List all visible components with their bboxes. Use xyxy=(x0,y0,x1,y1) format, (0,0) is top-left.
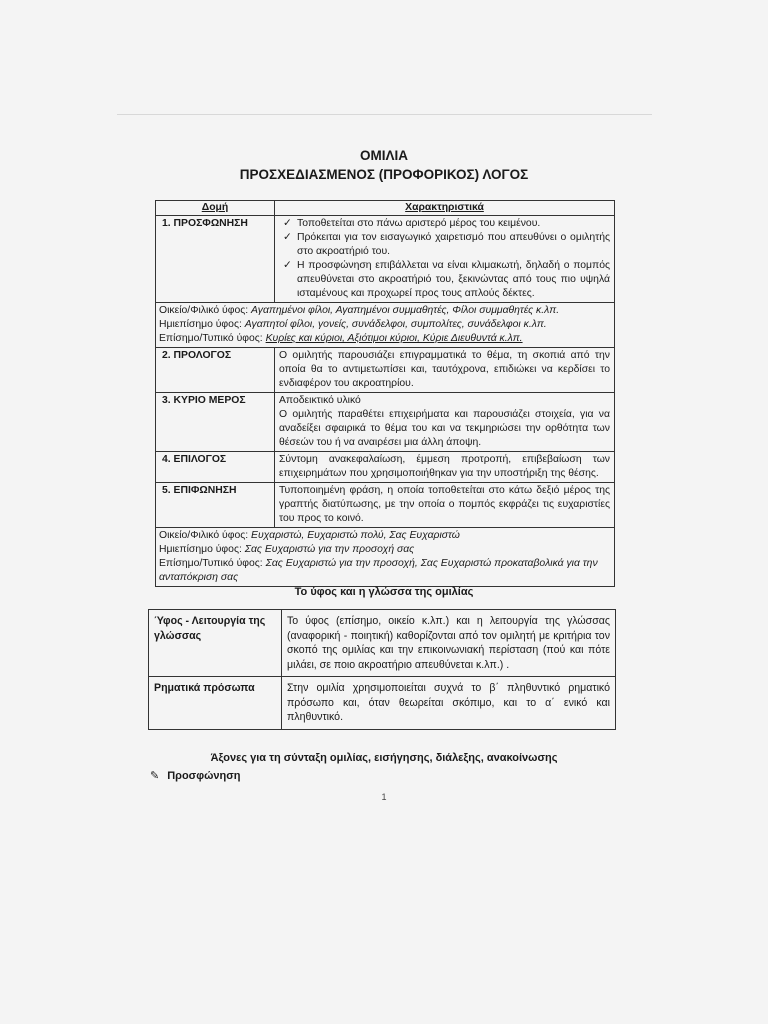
label-prosfonisi: 1. ΠΡΟΣΦΩΝΗΣΗ xyxy=(156,216,275,303)
style-language-table xyxy=(148,609,616,730)
section-title-axes: Άξονες για τη σύνταξη ομιλίας, εισήγησης, διάλεξης, ανακοίνωσης xyxy=(210,752,558,764)
bullet-label: Προσφώνηση xyxy=(167,770,241,782)
header-characteristics: Χαρακτηριστικά xyxy=(275,201,615,216)
row-text: Το ύφος (επίσημο, οικείο κ.λπ.) και η λειτουργία της γλώσσας (αναφορική - ποιητική) καθορίζονται από τον ομιλητή με κριτήρια τον σκοπό της ομιλίας και την επικοινωνιακή περίσταση (πού και πότε μιλάει, σε ποιο ακροατήριο απευθύνεται κ.λπ.) . xyxy=(282,610,616,677)
cell-epifonisi-styles xyxy=(156,528,615,587)
label-epifonisi: 5. ΕΠΙΦΩΝΗΣΗ xyxy=(156,483,275,528)
style-line: Οικείο/Φιλικό ύφος: Ευχαριστώ, Ευχαριστώ πολύ, Σας Ευχαριστώ xyxy=(159,530,460,541)
row-label: Ρηματικά πρόσωπα xyxy=(149,677,282,730)
document-subtitle: ΠΡΟΣΧΕΔΙΑΣΜΕΝΟΣ (ΠΡΟΦΟΡΙΚΟΣ) ΛΟΓΟΣ xyxy=(239,167,529,182)
style-line: Ημιεπίσημο ύφος: Σας Ευχαριστώ για την προσοχή σας xyxy=(159,544,415,555)
row-prosfonisi xyxy=(156,216,615,303)
cell-prosfonisi-styles xyxy=(156,303,615,348)
style-line: Οικείο/Φιλικό ύφος: Αγαπημένοι φίλοι, Αγαπημένοι συμμαθητές, Φίλοι συμμαθητές κ.λπ. xyxy=(159,305,560,316)
header-rule xyxy=(117,114,652,115)
label-epilogos: 4. ΕΠΙΛΟΓΟΣ xyxy=(156,452,275,483)
page-number: 1 xyxy=(381,792,387,802)
check-icon: ✓ xyxy=(283,260,292,271)
row-epilogos xyxy=(156,452,615,483)
cell-kyrio-meros: Αποδεικτικό υλικό Ο ομιλητής παραθέτει επιχειρήματα και παρουσιάζει στοιχεία, για να αναδείξει σφαιρικά το θέμα του και να τεκμηριώσει την ορθότητα των θέσεών του ή να αναιρέσει μια άλλη άποψη. xyxy=(275,393,615,452)
row-prosfonisi-styles xyxy=(156,303,615,348)
table-row xyxy=(149,677,616,730)
style-line: Επίσημο/Τυπικό ύφος: Κυρίες και κύριοι, Αξιότιμοι κύριοι, Κύριε Διευθυντά κ.λπ. xyxy=(159,333,523,344)
row-epifonisi xyxy=(156,483,615,528)
table-header-row xyxy=(156,201,615,216)
section-title-style: Το ύφος και η γλώσσα της ομιλίας xyxy=(294,586,474,598)
header-structure: Δομή xyxy=(156,201,275,216)
row-kyrio-meros xyxy=(156,393,615,452)
cell-prosfonisi xyxy=(275,216,615,303)
table-row xyxy=(149,610,616,677)
check-item: ✓ Πρόκειται για τον εισαγωγικό χαιρετισμό που απευθύνει ο ομιλητής στο ακροατήριό του. xyxy=(283,232,610,257)
row-text: Στην ομιλία χρησιμοποιείται συχνά το β΄ πληθυντικό ρηματικό πρόσωπο και, όταν θεωρείται σκόπιμο, και το α΄ ενικό και πληθυντικό. xyxy=(282,677,616,730)
label-prologos: 2. ΠΡΟΛΟΓΟΣ xyxy=(156,348,275,393)
check-item: ✓ Η προσφώνηση επιβάλλεται να είναι κλιμακωτή, δηλαδή ο πομπός απευθύνεται στο ακροατήριό του, ξεκινώντας από τους πιο υψηλά ισταμένους και προχωρεί προς τους απλούς δέκτες. xyxy=(283,260,610,299)
structure-table xyxy=(155,200,615,587)
bullet-item xyxy=(150,769,240,782)
style-line: Επίσημο/Τυπικό ύφος: Σας Ευχαριστώ για την προσοχή, Σας Ευχαριστώ προκαταβολικά για την ανταπόκριση σας xyxy=(159,558,598,583)
style-line: Ημιεπίσημο ύφος: Αγαπητοί φίλοι, γονείς, συνάδελφοι, συμπολίτες, συνάδελφοι κ.λπ. xyxy=(159,319,547,330)
label-kyrio-meros: 3. ΚΥΡΙΟ ΜΕΡΟΣ xyxy=(156,393,275,452)
row-label: Ύφος - Λειτουργία της γλώσσας xyxy=(149,610,282,677)
cell-prologos: Ο ομιλητής παρουσιάζει επιγραμματικά το θέμα, τη σκοπιά από την οποία θα το αντιμετωπίσει και, ταυτόχρονα, επιδιώκει να κερδίσει το ενδιαφέρον του ακροατηρίου. xyxy=(275,348,615,393)
pencil-icon: ✎ xyxy=(150,770,160,782)
cell-epilogos: Σύντομη ανακεφαλαίωση, έμμεση προτροπή, επιβεβαίωση των επιχειρημάτων που χρησιμοποιήθηκαν για την υποστήριξη της θέσης. xyxy=(275,452,615,483)
check-icon: ✓ xyxy=(283,218,292,229)
cell-epifonisi: Τυποποιημένη φράση, η οποία τοποθετείται στο κάτω δεξιό μέρος της γραπτής διατύπωσης, με την οποία ο πομπός εκφράζει τις ευχαριστίες του προς το κοινό. xyxy=(275,483,615,528)
document-title: ΟΜΙΛΙΑ xyxy=(359,148,408,163)
row-prologos xyxy=(156,348,615,393)
check-item: ✓ Τοποθετείται στο πάνω αριστερό μέρος του κειμένου. xyxy=(283,218,541,229)
check-icon: ✓ xyxy=(283,232,292,243)
row-epifonisi-styles xyxy=(156,528,615,587)
